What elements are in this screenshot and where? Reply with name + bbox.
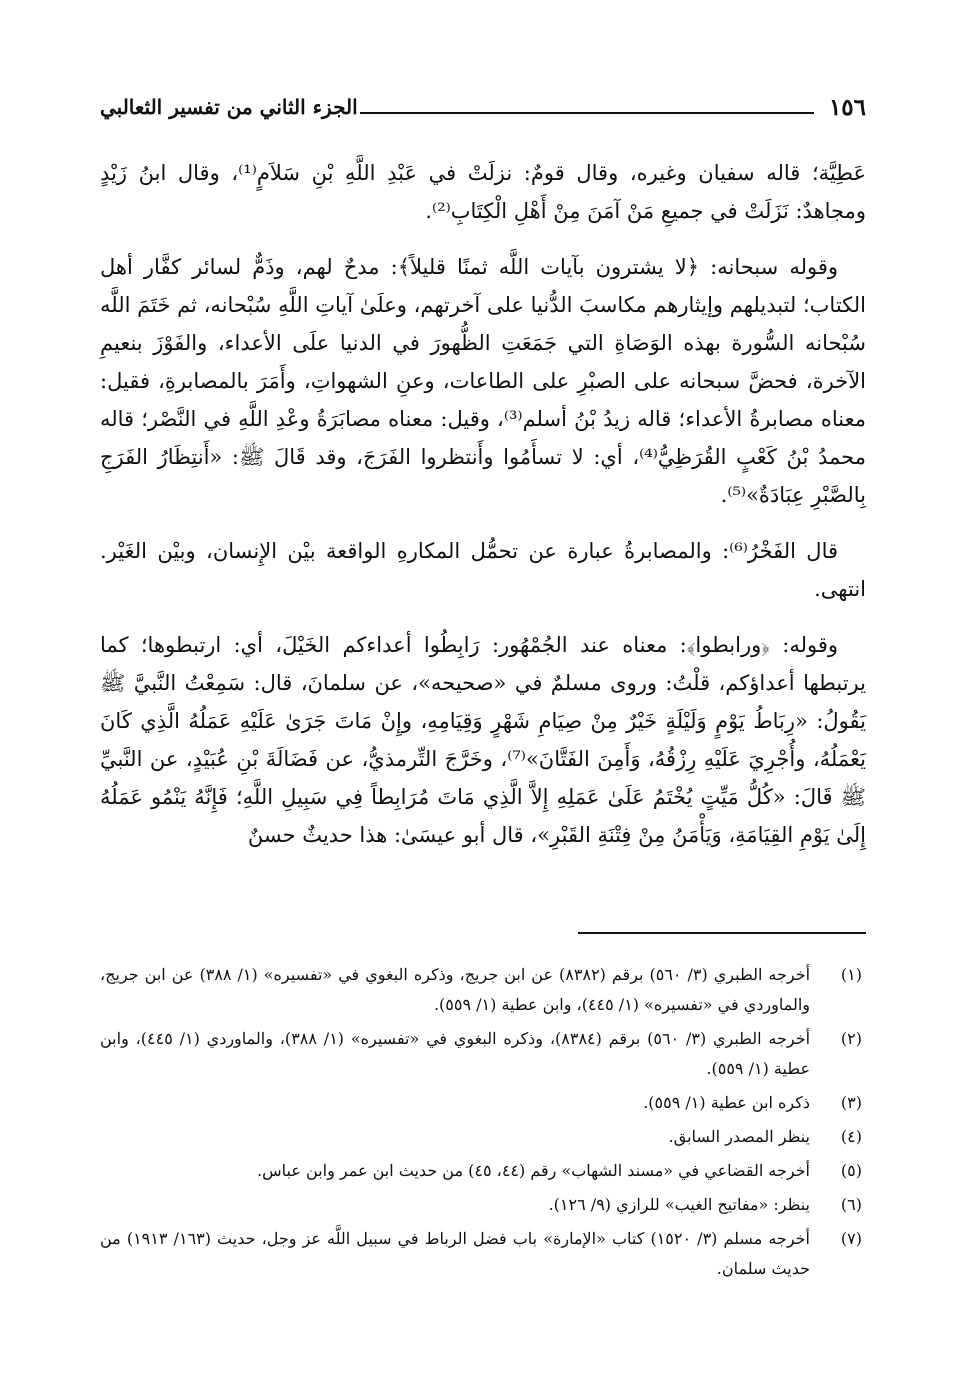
paragraph: عَطِيَّة؛ قاله سفيان وغيره، وقال قومٌ: نزلَتْ في عَبْدِ اللَّهِ بْنِ سَلاَمٍ⁽¹⁾، وقال ابنُ زَيْدٍ ومجاهدٌ: نَزَلَتْ في جميعِ مَنْ آمَنَ مِنْ أَهْلِ الْكِتَابِ⁽²⁾. [100, 161, 866, 223]
footnote-number: (٥) [840, 1161, 862, 1180]
footnote-text: ينظر المصدر السابق. [668, 1127, 810, 1146]
footnote-number: (٣) [840, 1093, 862, 1112]
footnote-text: أخرجه الطبري (٣/ ٥٦٠) برقم (٨٣٨٢) عن ابن جريج، وذكره البغوي في «تفسيره» (١/ ٣٨٨) عن ابن جريج، والماوردي في «تفسيره» (١/ ٤٤٥)، وابن عطية (١/ ٥٥٩). [100, 965, 811, 1014]
footnote [100, 1088, 866, 1118]
footnote-separator [578, 932, 866, 934]
paragraph: وقوله سبحانه: ﴿لا يشترون بآيات اللَّه ثمنًا قليلاً﴾: مدحٌ لهم، وذَمٌّ لسائر كفَّار أهل الكتاب؛ لتبديلهم وإيثارهم مكاسبَ الدُّنيا على آخرتهم، وعلَىٰ آياتِ اللَّهِ سُبْحانه، ثم خَتَمَ اللَّه سُبْحانه السُّورة بهذه الوَصَاةِ التي جَمَعَتِ الظُّهورَ في الدنيا علَى الأعداء، والفَوْزَ بنعيمِ الآخرة، فحضَّ سبحانه على الصبْرِ على الطاعات، وعنِ الشهواتِ، وأَمَرَ بالمصابرةِ، فقيل: معناه مصابرةُ الأعداء؛ قاله زيدُ بْنُ أسلم⁽³⁾، وقيل: معناه مصابَرَةُ وعْدِ اللَّهِ في النَّصْر؛ قاله محمدُ بْنُ كَعْبٍ القُرَظِيُّ⁽⁴⁾، أي: لا تسأَمُوا وأَنتظروا الفَرَجَ، وقد قَالَ ﷺ: «أَنتِظَارُ الفَرَجِ بِالصَّبْرِ عِبَادَةٌ»⁽⁵⁾. [100, 255, 866, 507]
page-number: ١٥٦ [828, 94, 866, 121]
footnote [100, 1156, 866, 1186]
footnote-number: (٦) [840, 1195, 862, 1214]
book-page [100, 70, 866, 1360]
paragraph: قال الفَخْرُ⁽⁶⁾: والمصابرةُ عبارة عن تحمُّل المكارهِ الواقعة بيْن الإِنسان، وبيْن الغَيْر. انتهى. [100, 539, 866, 601]
running-title: الجزء الثاني من تفسير الثعالبي [100, 95, 358, 119]
footnote-number: (١) [840, 965, 862, 984]
footnote [100, 1024, 866, 1084]
main-text [100, 154, 866, 854]
footnotes [100, 960, 866, 1288]
footnote [100, 960, 866, 1020]
footnote-number: (٤) [840, 1127, 862, 1146]
page-header [100, 70, 866, 120]
paragraph: وقوله: ﴿ورابطوا﴾: معناه عند الجُمْهُور: رَابِطُوا أعداءكم الخَيْلَ، أي: ارتبطوها؛ كما يرتبطها أعداؤكم، قلْتُ: وروى مسلمٌ في «صحيحه»، عن سلمانَ، قال: سَمِعْتُ النَّبيَّ ﷺ يَقُولُ: «رِبَاطُ يَوْمٍ وَلَيْلَةٍ خَيْرٌ مِنْ صِيَامِ شَهْرٍ وَقِيَامِهِ، وإِنْ مَاتَ جَرَىٰ عَلَيْهِ عَمَلُهُ الَّذِي كَانَ يَعْمَلُهُ، وأُجْرِيَ عَلَيْهِ رِزْقُهُ، وَأَمِنَ الفَتَّانَ»⁽⁷⁾، وخَرَّجَ التِّرمذيُّ، عن فَضَالَةَ بْنِ عُبَيْدٍ، عن النَّبيِّ ﷺ قَالَ: «كُلُّ مَيِّتٍ يُخْتَمُ عَلَىٰ عَمَلِهِ إِلاَّ الَّذِي مَاتَ مُرَابِطاً فِي سَبِيلِ اللَّهِ؛ فَإِنَّهُ يَنْمُو عَمَلُهُ إِلَىٰ يَوْمِ القِيَامَةِ، وَيَأْمَنُ مِنْ فِتْنَةِ القَبْرِ»، قال أبو عيسَىٰ: هذا حديثٌ حسنٌ [100, 633, 866, 847]
footnote [100, 1224, 866, 1284]
footnote [100, 1122, 866, 1152]
footnote-text: ذكره ابن عطية (١/ ٥٥٩). [643, 1093, 810, 1112]
footnote-text: أخرجه القضاعي في «مسند الشهاب» رقم (٤٤، ٤٥) من حديث ابن عمر وابن عباس. [257, 1161, 810, 1180]
footnote-number: (٧) [840, 1229, 862, 1248]
footnote-text: أخرجه الطبري (٣/ ٥٦٠) برقم (٨٣٨٤)، وذكره البغوي في «تفسيره» (١/ ٣٨٨)، والماوردي (١/ ٤٤٥)، وابن عطية (١/ ٥٥٩). [100, 1029, 811, 1078]
footnote-number: (٢) [840, 1029, 862, 1048]
footnote [100, 1190, 866, 1220]
footnote-text: أخرجه مسلم (٣/ ١٥٢٠) كتاب «الإمارة» باب فضل الرباط في سبيل اللَّه عز وجل، حديث (١٦٣/ ١٩١٣) من حديث سلمان. [100, 1229, 810, 1278]
header-rule [360, 112, 814, 114]
footnote-text: ينظر: «مفاتيح الغيب» للرازي (٩/ ١٢٦). [548, 1195, 810, 1214]
